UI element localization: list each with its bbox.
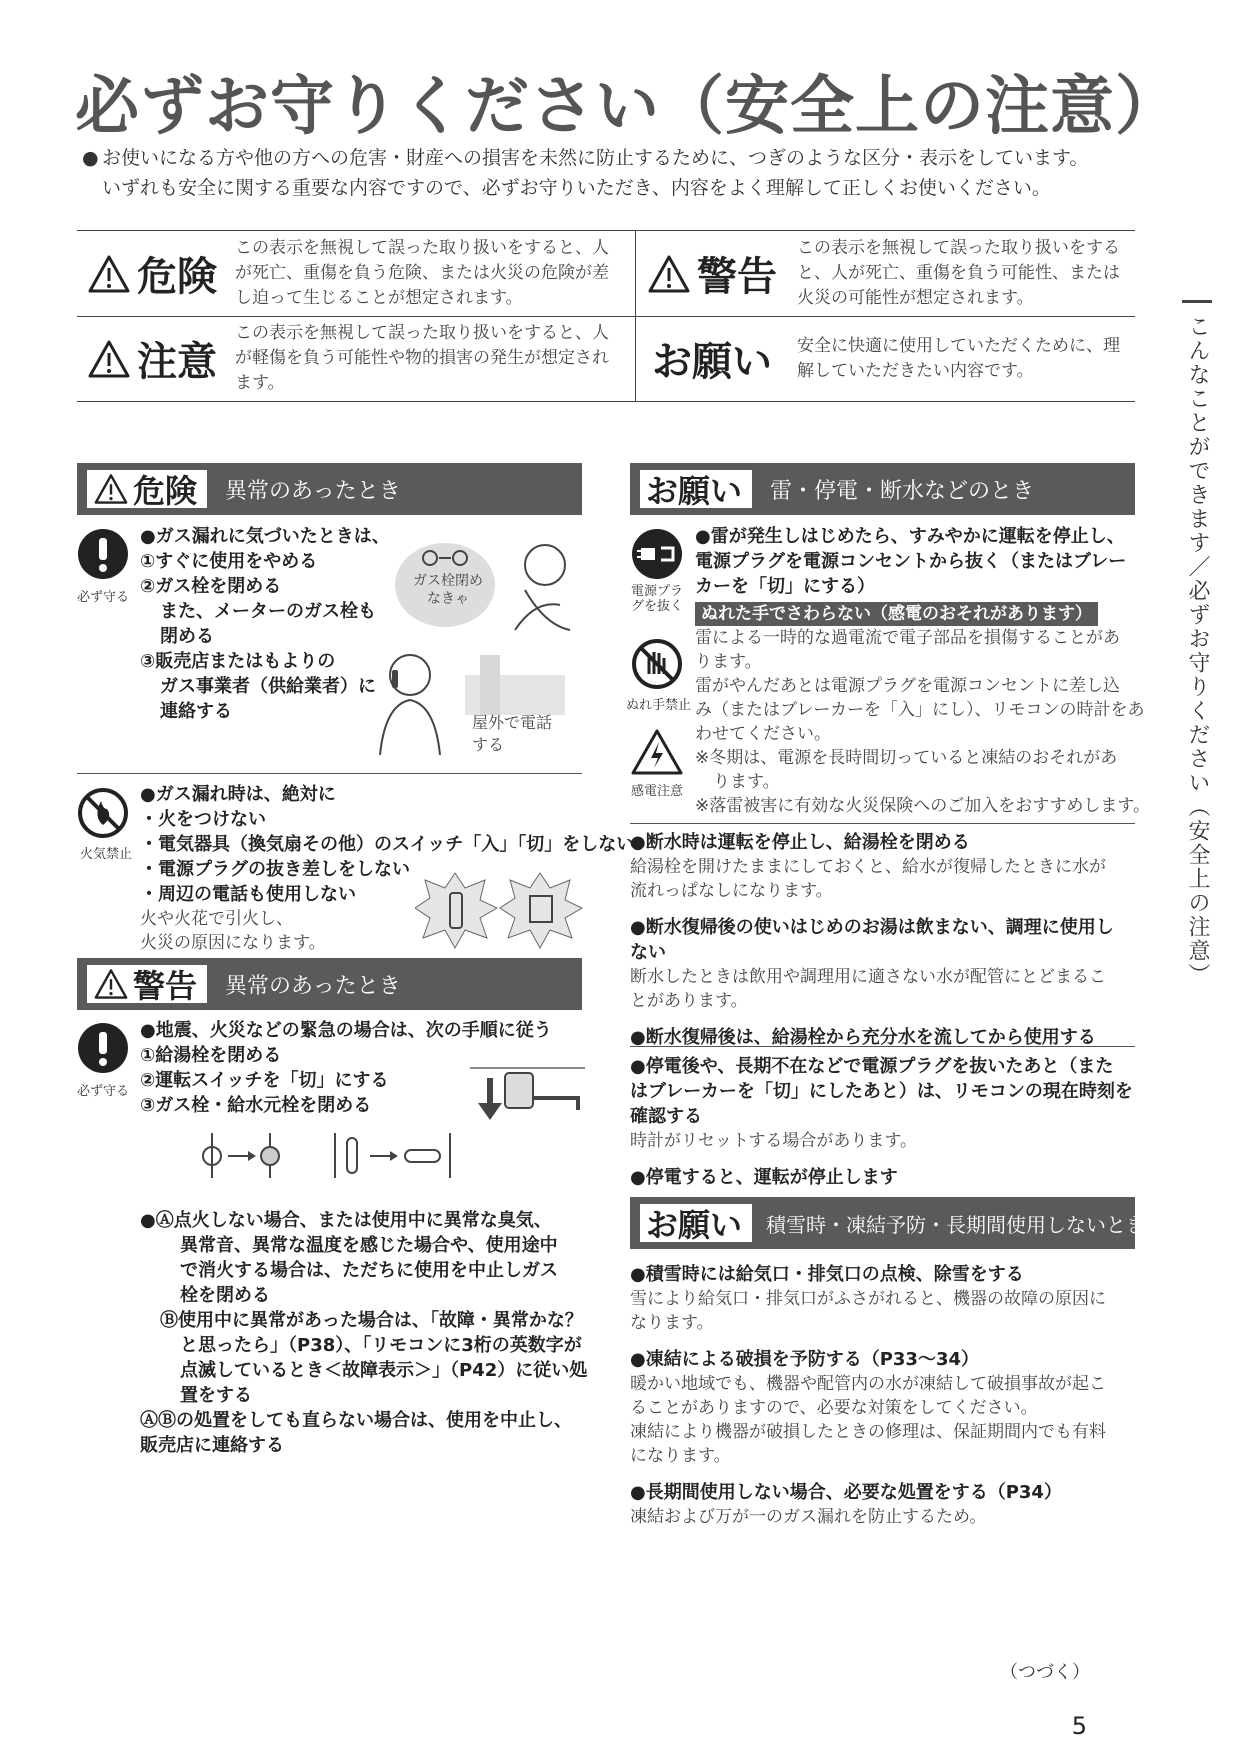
- legend-request-label: お願い: [652, 339, 772, 385]
- water-cut-note-2: 流れっぱなしになります。: [630, 881, 833, 901]
- section-header-warning: [77, 958, 582, 1010]
- abnormal-b-line-2: と思ったら」（P38）、「リモコンに3桁の英数字が: [180, 1335, 582, 1356]
- emergency-step-1: ①給湯栓を閉める: [140, 1045, 282, 1066]
- exclamation-circle-icon: [77, 528, 129, 580]
- warning-triangle-icon: [87, 254, 131, 294]
- intro-text: [82, 143, 1162, 203]
- abnormal-a-line-2: 異常音、異常な温度を感じた場合や、使用途中: [180, 1235, 558, 1256]
- gas-leak-heading: ●ガス漏れに気づいたときは、: [140, 526, 390, 547]
- abnormal-b-line-3: 点滅しているとき＜故障表示＞」（P42）に従い処: [180, 1360, 588, 1381]
- section-title: 異常のあったとき: [225, 973, 401, 999]
- after-cut-note-2: とがあります。: [630, 991, 748, 1011]
- warning-triangle-icon: [93, 968, 129, 1000]
- gas-leak-step-3: ③販売店またはもよりの: [140, 651, 336, 672]
- gas-leak-step-2b: また、メーターのガス栓も: [160, 601, 376, 622]
- no-fire-icon: [77, 787, 129, 839]
- page-number: 5: [1071, 1712, 1087, 1740]
- gas-leak-step-3c: 連絡する: [160, 701, 232, 722]
- wet-hands-badge: ぬれた手でさわらない（感電のおそれがあります）: [695, 602, 1098, 626]
- must-follow-label: 必ず守る: [77, 1084, 130, 1099]
- legend-caution-label: 注意: [137, 339, 217, 385]
- longterm-note-1: 凍結および万が一のガス漏れを防止するため。: [630, 1507, 987, 1527]
- longterm-heading: ●長期間使用しない場合、必要な処置をする（P34）: [630, 1482, 1062, 1503]
- legend-danger-label: 危険: [137, 254, 217, 300]
- freeze-note-2: ることがありますので、必要な対策をしてください。: [630, 1398, 1038, 1418]
- legend-warning: [647, 231, 1132, 316]
- warning-triangle-icon: [87, 339, 131, 379]
- abnormal-a-line-4: 栓を閉める: [180, 1285, 270, 1306]
- legend-warning-label: 警告: [697, 254, 777, 300]
- abnormal-a-line-3: で消火する場合は、ただちに使用を中止しガス: [180, 1260, 558, 1281]
- chapter-side-tab-label: こんなことができます／必ずお守りください（安全上の注意）: [1185, 315, 1210, 987]
- no-fire-item-4: ・周辺の電話も使用しない: [140, 884, 356, 905]
- snow-note-2: なります。: [630, 1313, 714, 1333]
- unplug-icon-group: [626, 528, 688, 614]
- intro-line-1: お使いになる方や他の方への危害・財産への損害を未然に防止するために、つぎのような区分・表示をしています。: [102, 147, 1089, 169]
- no-fire-icon-group: [77, 787, 135, 862]
- power-heading-1: ●停電後や、長期不在などで電源プラグを抜いたあと（また: [630, 1056, 1114, 1077]
- abnormal-procedure: [140, 1208, 590, 1458]
- warning-triangle-icon: [93, 473, 129, 505]
- thunder-note-7: ります。: [713, 772, 780, 792]
- legend-request: [652, 316, 1132, 401]
- abnormal-a-line-1: ●Ⓐ点火しない場合、または使用中に異常な臭気、: [140, 1210, 552, 1231]
- power-heading-2: はブレーカーを「切」にしたあと）は、リモコンの現在時刻を: [630, 1081, 1133, 1102]
- section-tag-request: お願い: [646, 1206, 743, 1244]
- abnormal-c-line-2: 販売店に連絡する: [140, 1435, 284, 1456]
- abnormal-b-line-4: 置をする: [180, 1385, 252, 1406]
- section-title: 積雪時・凍結予防・長期間使用しないとき: [766, 1212, 1147, 1237]
- thunder-note-2: ります。: [695, 652, 762, 672]
- no-fire-note-2: 火災の原因になります。: [140, 933, 326, 953]
- legend-warning-desc: この表示を無視して誤った取り扱いをすると、人が死亡、重傷を負う可能性、または火災の可能性が想定されます。: [797, 238, 1120, 308]
- page-title: 必ずお守りください（安全上の注意）: [75, 70, 1180, 144]
- intro-bullet: ●: [82, 147, 99, 169]
- spark-illustration: [415, 868, 585, 953]
- no-wet-hands-icon: [631, 638, 683, 690]
- thunder-note-5: わせてください。: [695, 724, 831, 744]
- unplug-icon: [631, 528, 683, 580]
- no-fire-note-1: 火や火花で引火し、: [140, 909, 293, 929]
- no-wet-hands-label: ぬれ手禁止: [626, 698, 692, 713]
- gas-valve-bubble-text: ガス栓閉めなきゃ: [413, 573, 483, 607]
- thunder-note-4: み（またはブレーカーを「入」にし）、リモコンの時計をあ: [695, 700, 1145, 720]
- legend-request-desc: 安全に快適に使用していただくために、理解していただきたい内容です。: [797, 335, 1120, 381]
- unplug-label: 電源プラグを抜く: [630, 584, 683, 614]
- must-follow-icon-group: [77, 528, 129, 605]
- hazard-legend-table: [77, 230, 1135, 402]
- chapter-side-tab[interactable]: [1182, 300, 1212, 987]
- no-wet-hands-icon-group: [626, 638, 692, 713]
- electric-shock-icon-group: [626, 728, 688, 799]
- electric-shock-label: 感電注意: [630, 784, 683, 799]
- power-heading-3: 確認する: [630, 1106, 702, 1127]
- water-cut-note-1: 給湯栓を開けたままにしておくと、給水が復帰したときに水が: [630, 857, 1106, 877]
- freeze-heading: ●凍結による破損を予防する（P33〜34）: [630, 1349, 979, 1370]
- water-cut-heading: ●断水時は運転を停止し、給湯栓を閉める: [630, 832, 970, 853]
- winter-section: [630, 1262, 1140, 1529]
- gas-leak-step-3b: ガス事業者（供給業者）に: [160, 676, 376, 697]
- emergency-step-2: ②運転スイッチを「切」にする: [140, 1070, 389, 1091]
- after-cut-heading-1: ●断水復帰後の使いはじめのお湯は飲まない、調理に使用し: [630, 917, 1114, 938]
- section-header-request: [630, 463, 1135, 515]
- power-section: [630, 1054, 1140, 1190]
- intro-line-2: いずれも安全に関する重要な内容ですので、必ずお守りいただき、内容をよく理解して正しくお使いください。: [102, 177, 1051, 199]
- section-header-danger: [77, 463, 582, 515]
- no-fire-item-1: ・火をつけない: [140, 809, 266, 830]
- electric-shock-icon: [631, 728, 683, 776]
- no-fire-heading: ●ガス漏れ時は、絶対に: [140, 784, 336, 805]
- power-note-1: 時計がリセットする場合があります。: [630, 1131, 917, 1151]
- section-title: 異常のあったとき: [225, 478, 401, 504]
- water-cut-section: [630, 830, 1140, 1050]
- continued-label: （つづく）: [1000, 1662, 1090, 1683]
- legend-caution: [87, 316, 627, 401]
- thunder-note-8: ※落雷被害に有効な火災保険へのご加入をおすすめします。: [695, 796, 1151, 816]
- gas-leak-step-2: ②ガス栓を閉める: [140, 576, 282, 597]
- freeze-note-3: 凍結により機器が破損したときの修理は、保証期間内でも有料: [630, 1422, 1106, 1442]
- section-title: 雷・停電・断水などのとき: [770, 478, 1035, 504]
- gas-leak-step-2c: 閉める: [160, 626, 214, 647]
- after-cut-heading-2: ない: [630, 942, 666, 963]
- abnormal-c-line-1: ⒶⒷの処置をしても直らない場合は、使用を中止し、: [140, 1410, 572, 1431]
- thunder-note-3: 雷がやんだあとは電源プラグを電源コンセントに差し込: [695, 676, 1120, 696]
- must-follow-label: 必ず守る: [77, 590, 130, 605]
- faucet-illustration: [470, 1058, 585, 1133]
- warning-triangle-icon: [647, 254, 691, 294]
- legend-danger-desc: この表示を無視して誤った取り扱いをすると、人が死亡、重傷を負う危険、または火災の危険が差し迫って生じることが想定されます。: [235, 238, 609, 308]
- no-fire-label: 火気禁止: [79, 847, 132, 862]
- abnormal-b-line-1: Ⓑ使用中に異常があった場合は、「故障・異常かな？: [160, 1310, 583, 1331]
- thunder-heading-2: 電源プラグを電源コンセントから抜く（またはブレー: [695, 551, 1127, 572]
- exclamation-circle-icon: [77, 1022, 129, 1074]
- emergency-heading: ●地震、火災などの緊急の場合は、次の手順に従う: [140, 1020, 552, 1041]
- thunder-heading-3: カーを「切」にする）: [695, 576, 875, 597]
- thunder-note-1: 雷による一時的な過電流で電子部品を損傷することがあ: [695, 628, 1120, 648]
- section-tag-danger: 危険: [133, 472, 198, 510]
- freeze-note-1: 暖かい地域でも、機器や配管内の水が凍結して破損事故が起こ: [630, 1374, 1106, 1394]
- must-follow-icon-group: [77, 1022, 129, 1099]
- thunder-heading-1: ●雷が発生しはじめたら、すみやかに運転を停止し、: [695, 526, 1125, 547]
- section-tag-warning: 警告: [133, 967, 198, 1005]
- emergency-step-3: ③ガス栓・給水元栓を閉める: [140, 1095, 372, 1116]
- power-stop-heading: ●停電すると、運転が停止します: [630, 1167, 898, 1188]
- phone-outside-text: 屋外で電話する: [472, 713, 553, 754]
- section-header-request-winter: [630, 1197, 1147, 1249]
- thunder-note-6: ※冬期は、電源を長時間切っていると凍結のおそれがあ: [695, 748, 1118, 768]
- section-tag-request: お願い: [646, 472, 743, 510]
- legend-danger: [87, 231, 627, 316]
- thunder-section: [695, 524, 1151, 818]
- after-cut-flush-heading: ●断水復帰後は、給湯栓から充分水を流してから使用する: [630, 1027, 1096, 1048]
- no-fire-item-2: ・電気器具（換気扇その他）のスイッチ「入」「切」をしない: [140, 834, 635, 855]
- after-cut-note-1: 断水したときは飲用や調理用に適さない水が配管にとどまるこ: [630, 967, 1106, 987]
- freeze-note-4: になります。: [630, 1446, 731, 1466]
- no-fire-item-3: ・電源プラグの抜き差しをしない: [140, 859, 410, 880]
- snow-heading: ●積雪時には給気口・排気口の点検、除雪をする: [630, 1264, 1024, 1285]
- snow-note-1: 雪により給気口・排気口がふさがれると、機器の故障の原因に: [630, 1289, 1106, 1309]
- legend-caution-desc: この表示を無視して誤った取り扱いをすると、人が軽傷を負う可能性や物的損害の発生が想定されます。: [235, 323, 609, 393]
- valve-illustration: [200, 1128, 460, 1183]
- gas-leak-step-1: ①すぐに使用をやめる: [140, 551, 318, 572]
